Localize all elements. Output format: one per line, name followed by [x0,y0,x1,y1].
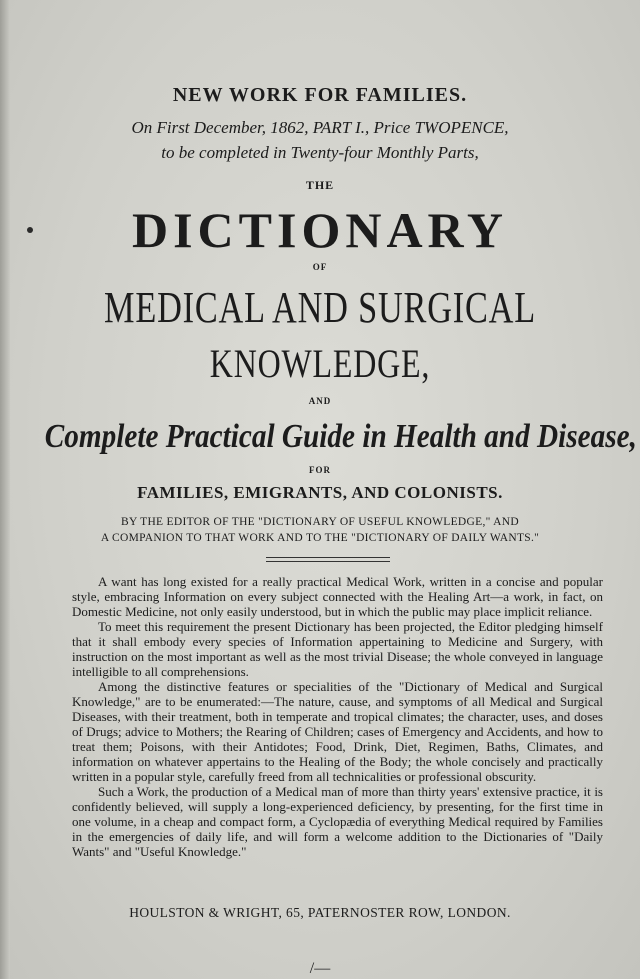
paragraph: Such a Work, the production of a Medical man of more than thirty years' extensive practice, it is confidently believed, will supply a long-experienced deficiency, by presenting, for the first time in one volume, in a cheap and compact form, a Cyclopædia of everything Medical required by Families in the emergencies of daily life, and will form a welcome addition to the Dictionaries of "Daily Wants" and "Useful Knowledge." [72,784,603,859]
the-label: THE [305,178,335,192]
divider-rule [266,561,390,562]
title-line-3: KNOWLEDGE, [209,341,431,386]
byline-line-2: A COMPANION TO THAT WORK AND TO THE "DICTIONARY OF DAILY WANTS." [100,532,540,544]
bottom-mark: /— [309,960,331,977]
audience-line: FAMILIES, EMIGRANTS, AND COLONISTS. [137,483,503,502]
subtitle-blackletter: Complete Practical Guide in Health and Disease, [44,418,637,455]
for-label: FOR [309,465,331,475]
divider-rule [266,557,390,558]
announcement-line-1: On First December, 1862, PART I., Price TWOPENCE, [131,118,509,137]
heading: NEW WORK FOR FAMILIES. [172,84,468,106]
title-line-2: MEDICAL AND SURGICAL [104,283,536,332]
title-main: DICTIONARY [131,202,509,258]
announcement-line-2: to be completed in Twenty-four Monthly Parts, [161,143,479,162]
publisher-imprint: HOULSTON & WRIGHT, 65, PATERNOSTER ROW, LONDON. [129,905,511,920]
and-label: AND [308,396,332,406]
paragraph: Among the distinctive features or specialities of the "Dictionary of Medical and Surgical Knowledge," are to be enumerated:—The nature, cause, and symptoms of all Medical and Surgical Diseases, with their treatment, both in temperate and tropical climates; the character, uses, and doses of Drugs; advice to Mothers; the Rearing of Children; cases of Emergency and Accidents, and how to treat them; Poisons, with their Antidotes; Food, Drink, Diet, Regimen, Baths, Climates, and information on whatever appertains to the Healing of the Body; the whole concisely and practically written in a popular style, carefully freed from all technicalities or professional obscurity. [72,679,603,784]
of-label: OF [312,262,328,272]
description-body [72,574,603,859]
paragraph: A want has long existed for a really practical Medical Work, written in a concise and popular style, embracing Information on every subject connected with the Healing Art—a work, in fact, on Domestic Medicine, not only easily understood, but in which the public may place implicit reliance. [72,574,603,619]
paragraph: To meet this requirement the present Dictionary has been projected, the Editor pledging himself that it shall embody every species of Information appertaining to Medicine and Surgery, with instruction on the most important as well as the most trivial Disease; the whole conveyed in language intelligible to all comprehensions. [72,619,603,679]
byline-line-1: BY THE EDITOR OF THE "DICTIONARY OF USEFUL KNOWLEDGE," AND [121,516,519,528]
